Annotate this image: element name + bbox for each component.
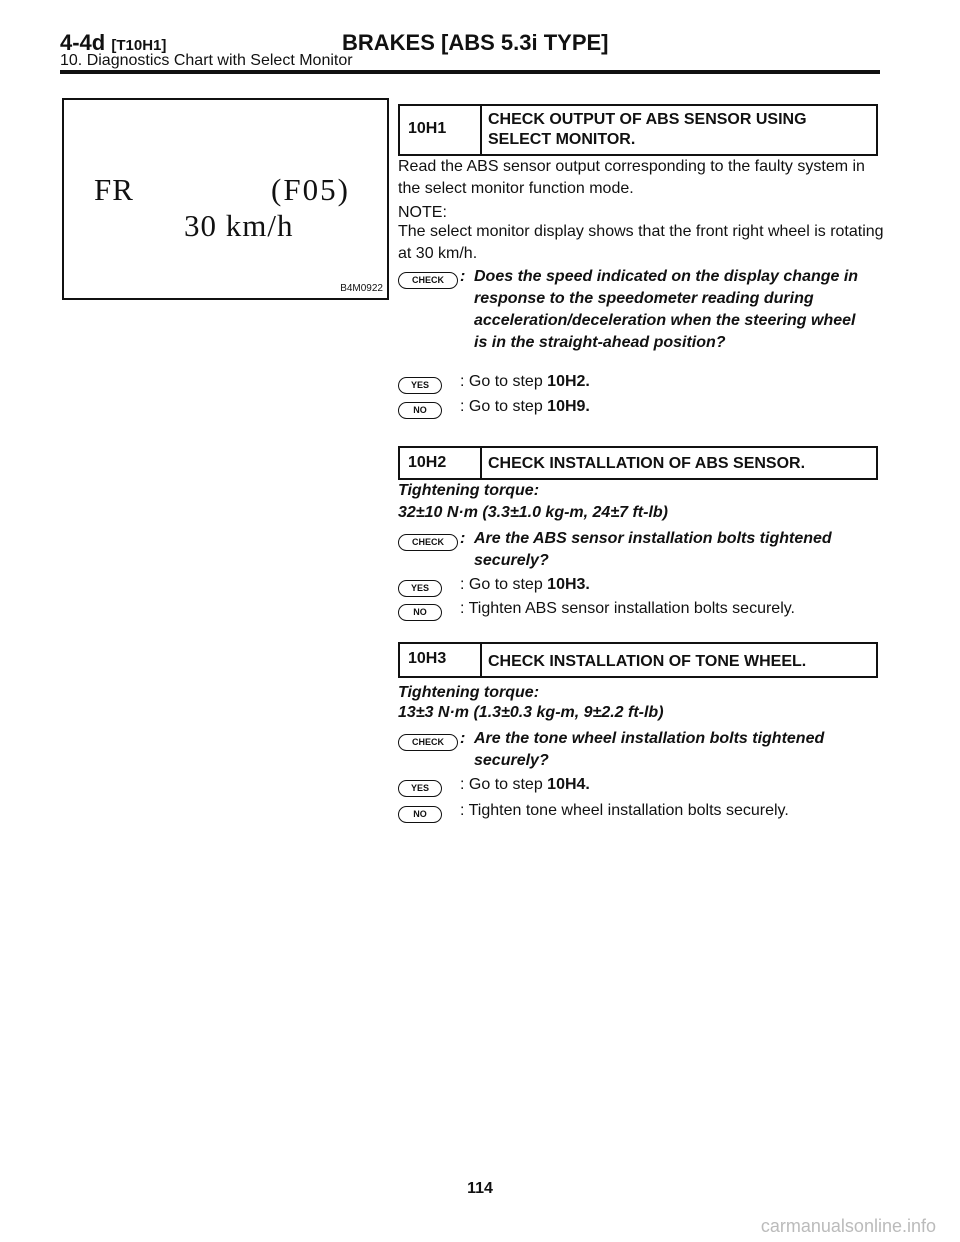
torque-value: 13±3 N·m (1.3±0.3 kg-m, 9±2.2 ft-lb): [398, 704, 664, 721]
colon: :: [460, 730, 466, 747]
torque-value: 32±10 N·m (3.3±1.0 kg-m, 24±7 ft-lb): [398, 504, 668, 521]
step-title: CHECK OUTPUT OF ABS SENSOR USING SELECT MONITOR.: [488, 111, 807, 148]
no-icon: NO: [398, 806, 442, 823]
no-icon: NO: [398, 604, 442, 621]
torque-label: Tightening torque:: [398, 482, 540, 499]
yes-text: Go to step: [468, 373, 548, 390]
yes-icon: YES: [398, 377, 442, 394]
check-text: Does the speed indicated on the display change in response to the speedometer reading during acceleration/deceleration when the steering wheel is in the straight-ahead position?: [474, 268, 859, 351]
no-text: Tighten tone wheel installation bolts securely.: [468, 802, 789, 819]
select-monitor-figure: [62, 98, 389, 300]
check-question-10h1: [398, 266, 868, 354]
note-label: NOTE:: [398, 204, 447, 221]
page-title: BRAKES [ABS 5.3i TYPE]: [342, 30, 609, 55]
step-id: 10H2: [400, 448, 482, 478]
page-number: 114: [467, 1180, 493, 1197]
check-question-10h3: [398, 728, 868, 772]
no-icon: NO: [398, 402, 442, 419]
yes-answer-10h1: [398, 371, 868, 395]
step-box-10h3: [398, 642, 878, 678]
step-title: CHECK INSTALLATION OF TONE WHEEL.: [488, 653, 807, 670]
check-icon: CHECK: [398, 734, 458, 751]
yes-text: Go to step: [468, 776, 548, 793]
step-id: 10H1: [400, 106, 482, 154]
yes-text: Go to step: [468, 576, 548, 593]
no-step-link[interactable]: 10H9.: [547, 398, 590, 415]
check-icon: CHECK: [398, 534, 458, 551]
no-answer-10h1: [398, 396, 868, 420]
colon: :: [460, 268, 466, 285]
colon: :: [460, 398, 465, 415]
yes-answer-10h2: [398, 574, 878, 598]
colon: :: [460, 776, 465, 793]
no-text: Go to step: [468, 398, 548, 415]
section-ref: [T10H1]: [111, 37, 167, 54]
monitor-wheel: FR: [94, 172, 134, 207]
figure-id: B4M0922: [340, 283, 383, 294]
header-divider: [60, 70, 880, 74]
step-box-10h1: [398, 104, 878, 156]
step-10h1-body: Read the ABS sensor output corresponding to the faulty system in the select monitor function mode.: [398, 158, 865, 197]
monitor-code: (F05): [271, 172, 350, 207]
yes-icon: YES: [398, 780, 442, 797]
check-text: Are the tone wheel installation bolts tightened securely?: [474, 730, 825, 769]
colon: :: [460, 576, 465, 593]
note-text: The select monitor display shows that the front right wheel is rotating at 30 km/h.: [398, 223, 884, 262]
colon: :: [460, 530, 466, 547]
step-box-10h2: [398, 446, 878, 480]
no-answer-10h2: [398, 598, 898, 622]
page-subtitle: 10. Diagnostics Chart with Select Monitor: [60, 52, 353, 69]
colon: :: [460, 802, 465, 819]
no-text: Tighten ABS sensor installation bolts securely.: [468, 600, 795, 617]
yes-step-link[interactable]: 10H4.: [547, 776, 590, 793]
monitor-speed: 30 km/h: [184, 208, 294, 243]
yes-icon: YES: [398, 580, 442, 597]
step-title: CHECK INSTALLATION OF ABS SENSOR.: [488, 455, 806, 472]
torque-label: Tightening torque:: [398, 684, 540, 701]
section-number: 4-4d: [60, 30, 106, 55]
check-icon: CHECK: [398, 272, 458, 289]
yes-step-link[interactable]: 10H3.: [547, 576, 590, 593]
no-answer-10h3: [398, 800, 898, 824]
check-question-10h2: [398, 528, 868, 572]
yes-step-link[interactable]: 10H2.: [547, 373, 590, 390]
step-id: 10H3: [400, 644, 482, 676]
yes-answer-10h3: [398, 774, 878, 798]
check-text: Are the ABS sensor installation bolts tightened securely?: [474, 530, 832, 569]
colon: :: [460, 373, 465, 390]
colon: :: [460, 600, 465, 617]
watermark: carmanualsonline.info: [760, 1216, 936, 1236]
